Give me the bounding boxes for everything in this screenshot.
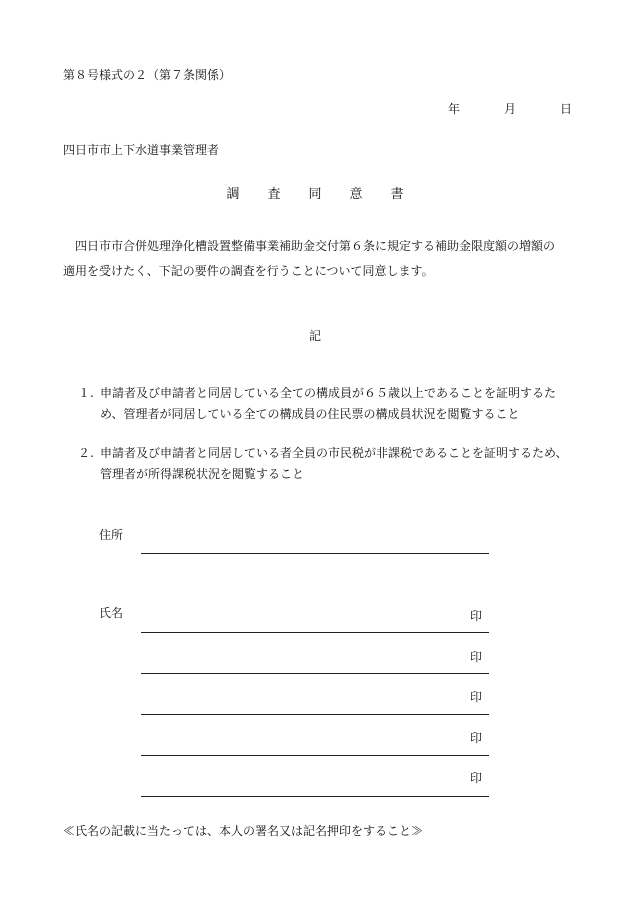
requirement-number: ２. bbox=[78, 446, 94, 460]
date-year: 年 bbox=[447, 102, 460, 116]
seal-mark: 印 bbox=[470, 650, 483, 664]
name-line[interactable] bbox=[141, 755, 489, 756]
title-char: 意 bbox=[349, 187, 363, 202]
addressee: 四日市市上下水道事業管理者 bbox=[63, 143, 220, 157]
name-line[interactable] bbox=[141, 632, 489, 633]
seal-mark: 印 bbox=[470, 731, 483, 745]
date-field bbox=[448, 100, 572, 117]
document-title bbox=[0, 183, 630, 202]
body-text-line2: 適用を受けたく、下記の要件の調査を行うことについて同意します。 bbox=[63, 264, 434, 278]
date-month: 月 bbox=[503, 102, 516, 116]
body-text-line1: 四日市市合併処理浄化槽設置整備事業補助金交付第６条に規定する補助金限度額の増額の bbox=[75, 239, 556, 253]
seal-mark: 印 bbox=[470, 609, 483, 623]
seal-mark: 印 bbox=[470, 771, 483, 785]
date-day: 日 bbox=[559, 102, 572, 116]
name-line[interactable] bbox=[141, 673, 489, 674]
requirement-text-line2: 管理者が所得課税状況を閲覧すること bbox=[100, 467, 305, 481]
title-char: 書 bbox=[390, 187, 404, 202]
title-char: 査 bbox=[267, 187, 281, 202]
requirement-text-line2: め、管理者が同居している全ての構成員の住民票の構成員状況を閲覧すること bbox=[100, 407, 520, 421]
requirement-number: １. bbox=[78, 386, 94, 400]
seal-mark: 印 bbox=[470, 690, 483, 704]
name-label: 氏名 bbox=[99, 606, 124, 620]
signature-note: ≪氏名の記載に当たっては、本人の署名又は記名押印をすること≫ bbox=[63, 824, 424, 838]
address-line[interactable] bbox=[141, 553, 489, 554]
requirement-text-line1: 申請者及び申請者と同居している全ての構成員が６５歳以上であることを証明するた bbox=[100, 386, 557, 400]
address-label: 住所 bbox=[99, 528, 124, 542]
title-char: 調 bbox=[226, 187, 240, 202]
ki-heading: 記 bbox=[308, 329, 321, 343]
name-line[interactable] bbox=[141, 796, 489, 797]
requirement-text-line1: 申請者及び申請者と同居している者全員の市民税が非課税であることを証明するため、 bbox=[100, 446, 568, 460]
name-line[interactable] bbox=[141, 714, 489, 715]
title-char: 同 bbox=[308, 187, 322, 202]
form-number: 第８号様式の２（第７条関係） bbox=[63, 68, 232, 82]
